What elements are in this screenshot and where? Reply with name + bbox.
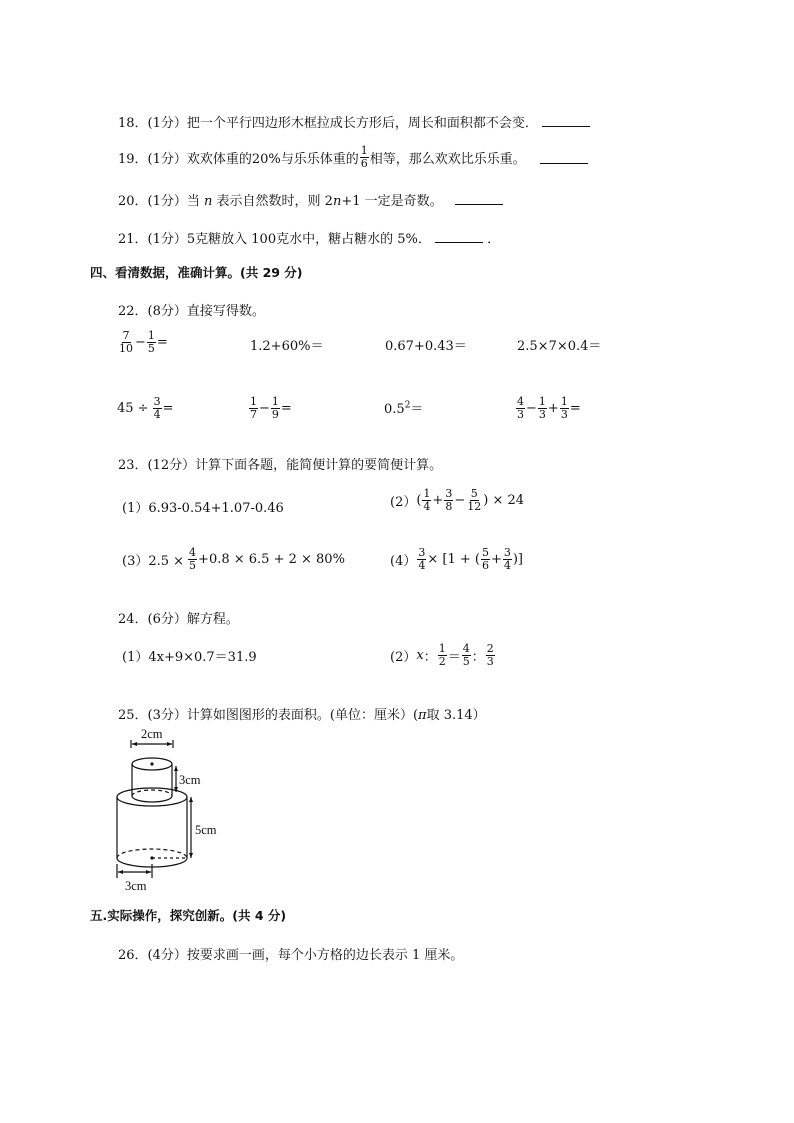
q22-expr-1: $\frac{7}{10}$ − $\frac{1}{5}$ = [119,329,168,355]
answer-blank [455,192,503,205]
label-top-diameter: 2cm [141,728,163,741]
q24-part-2: (2） x ： $\frac{1}{2}$ ＝ $\frac{4}{5}$ ： $\frac{2}{3}$ [390,642,494,668]
center-dot [150,856,153,859]
answer-blank [540,151,588,164]
q22-expr-7: $0.5^2=$ [384,400,424,417]
variable-n: n [332,194,342,209]
question-25-title: 25．(3分）计算如图图形的表面积。(单位：厘米）(π取 3.14） [118,708,486,723]
center-dot [150,762,153,765]
question-18 [118,112,590,131]
q23-part-1: (1）6.93-0.54+1.07-0.46 [122,501,284,516]
question-24-title: 24．(6分）解方程。 [118,612,239,627]
question-22-title: 22．(8分）直接写得数。 [118,304,265,319]
q23-part-4: (4） $\frac{3}{4}$ × [1 + ( $\frac{5}{6}$ + $\frac{3}{4}$ )] [390,546,524,572]
question-21-period: ． [487,232,501,247]
question-19-text-a: 19．(1分）欢欢体重的20%与乐乐体重的 [118,152,359,167]
question-19-text-b: 相等，那么欢欢比乐乐重。 [369,152,526,167]
top-cylinder-bottom-arc [132,796,172,802]
question-23-title: 23．(12分）计算下面各题，能简便计算的要简便计算。 [118,458,443,473]
answer-blank [435,230,483,243]
q23-part-2: (2） ( $\frac{1}{4}$ + $\frac{3}{8}$ − $\frac{5}{12}$ ) × 24 [390,487,525,513]
question-20-text-a: 20．(1分）当 [118,194,200,209]
q22-expr-4: 2.5×7×0.4＝ [517,339,602,354]
question-18-text: 18．(1分）把一个平行四边形木框拉成长方形后，周长和面积都不会变． [118,116,538,131]
q22-expr-3: 0.67+0.43＝ [385,339,467,354]
q24-part-1: (1）4x+9×0.7＝31.9 [122,650,257,665]
top-cylinder-hidden-arc [132,790,172,796]
stacked-cylinders-figure [105,728,265,896]
fraction: $\frac{1}{6}$ [360,144,368,170]
answer-blank [542,114,590,127]
question-20-text-c: +1 一定是奇数。 [341,194,443,209]
variable-n: n [204,194,213,209]
label-bottom-height: 5cm [195,823,217,837]
question-26: 26．(4分）按要求画一画，每个小方格的边长表示 1 厘米。 [118,948,464,963]
q22-expr-6: $\frac{1}{7}$ − $\frac{1}{9}$ = [250,395,292,421]
question-20 [118,190,503,209]
section-5-heading: 五.实际操作，探究创新。(共 4 分) [90,908,287,923]
question-19 [118,145,588,170]
q22-expr-8: $\frac{4}{3}$ − $\frac{1}{3}$ + $\frac{1}{3}$ = [517,395,581,421]
q23-part-3: (3）2.5 × $\frac{4}{5}$ +0.8 × 6.5 + 2 × 80% [122,546,345,572]
question-21-text: 21．(1分）5克糖放入 100克水中，糖占糖水的 5%． [118,232,431,247]
section-4-heading: 四、看清数据，准确计算。(共 29 分) [90,265,303,280]
question-21 [118,228,500,247]
label-top-height: 3cm [179,773,201,787]
question-20-text-b: 表示自然数时，则 2 [216,194,333,209]
q22-expr-5: 45 ÷ $\frac{3}{4}$ = [117,395,174,421]
label-bottom-diameter: 3cm [125,879,147,893]
q22-expr-2: 1.2+60%＝ [250,339,324,354]
